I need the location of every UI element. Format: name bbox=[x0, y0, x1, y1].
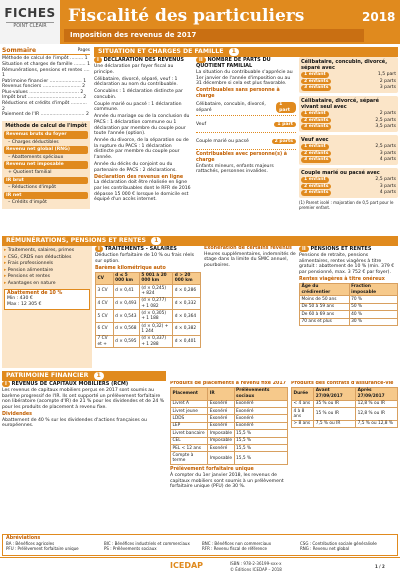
abattement-min: Min : 430 € bbox=[7, 296, 33, 302]
av-cell: 15 % ou IR bbox=[314, 407, 356, 420]
produits-cell: Livret A bbox=[171, 400, 208, 407]
method-detail: + Quotient familial bbox=[8, 169, 52, 175]
dividendes-label: Dividendes bbox=[2, 411, 33, 417]
traitements-column bbox=[95, 246, 201, 368]
method-steps bbox=[4, 131, 88, 206]
av-head-cell: Durée bbox=[292, 387, 314, 400]
rvto-row bbox=[300, 311, 398, 318]
produits-row bbox=[171, 415, 288, 422]
remu-item: ▸ Traitements, salaires, primes bbox=[4, 248, 90, 254]
enfant-label: 2 enfants bbox=[301, 118, 331, 124]
produits-cell: PEL < 12 ans bbox=[171, 445, 208, 452]
produits-row bbox=[171, 430, 288, 437]
quotient-line bbox=[301, 151, 396, 157]
quotient-parts: 4 parts bbox=[379, 190, 396, 196]
abbreviation-item: CSG : Contribution sociale généralisée bbox=[300, 540, 377, 546]
quotient-line bbox=[301, 79, 396, 85]
bareme-table bbox=[95, 272, 201, 349]
declaration-case: Concubins : 1 déclaration distincte par concubin. bbox=[94, 89, 183, 100]
quotient-line bbox=[301, 144, 396, 150]
rvto-row bbox=[300, 296, 398, 303]
enfant-label: 3 enfants bbox=[301, 85, 331, 91]
abbreviation-item: BA : Bénéfices agricoles bbox=[6, 540, 55, 546]
parts-row bbox=[196, 134, 296, 150]
section-patrimoine-title: PATRIMOINE FINANCIER bbox=[6, 372, 89, 379]
enfant-label: 3 enfants bbox=[301, 190, 331, 196]
bareme-cell: d × 0,493 bbox=[113, 297, 139, 310]
produits-head-cell: Prélèvements sociaux bbox=[234, 387, 287, 400]
remu-item: ▸ Frais professionnels bbox=[4, 261, 90, 267]
method-box bbox=[2, 121, 90, 209]
produits-row bbox=[171, 422, 288, 429]
produits-head-cell: Placement bbox=[171, 387, 208, 400]
bareme-title: Barème kilométrique auto bbox=[95, 265, 166, 271]
av-table bbox=[291, 387, 398, 428]
rvto-cell: De 60 à 69 ans bbox=[300, 311, 350, 318]
bareme-row bbox=[96, 335, 201, 348]
bareme-cell: d × 0,364 bbox=[173, 310, 201, 323]
section-remunerations-title: RÉMUNÉRATIONS, PENSIONS ET RENTES bbox=[6, 237, 146, 244]
quotient-parts: 4 parts bbox=[379, 157, 396, 163]
produits-cell: Exonéré bbox=[234, 400, 287, 407]
rvto-row bbox=[300, 303, 398, 310]
remu-left-panel bbox=[2, 246, 92, 368]
av-head-cell: Après 27/09/2017 bbox=[356, 387, 398, 400]
declaration-title: DÉCLARATION DES REVENUS bbox=[103, 57, 184, 63]
quotient-column bbox=[299, 57, 398, 227]
quotient-parts: 3 parts bbox=[379, 150, 396, 156]
produits-cell: Imposable bbox=[208, 452, 234, 465]
produits-cell: Exonéré bbox=[234, 407, 287, 414]
year-badge: 2018 bbox=[362, 10, 396, 24]
quotient-parts: 2,5 parts bbox=[375, 176, 396, 182]
sommaire-item: Revenus fonciers .......................... 2 bbox=[2, 84, 86, 90]
produits-cell: CEL bbox=[171, 437, 208, 444]
bareme-row bbox=[96, 323, 201, 336]
enfant-label: 1 enfant bbox=[301, 111, 329, 117]
roman-i-pat: I bbox=[2, 381, 10, 387]
produits-row bbox=[171, 445, 288, 452]
bareme-cell: d × 0,41 bbox=[113, 285, 139, 298]
av-row bbox=[292, 420, 398, 427]
enfant-label: 1 enfant bbox=[301, 177, 329, 183]
bareme-row bbox=[96, 285, 201, 298]
enfant-label: 2 enfants bbox=[301, 184, 331, 190]
quotient-block bbox=[299, 168, 398, 198]
abbreviation-item: PFU : Prélèvement forfaitaire unique bbox=[6, 545, 79, 551]
publisher-logo: ICEDAP bbox=[170, 561, 204, 570]
abbreviations-title: Abréviations bbox=[6, 536, 41, 541]
quotient-line bbox=[301, 124, 396, 130]
sommaire-panel bbox=[2, 47, 90, 247]
bareme-cell: d × 0,286 bbox=[173, 285, 201, 298]
abattement-label: Abattement de 10 % bbox=[7, 290, 63, 296]
quotient-parts: 3 parts bbox=[379, 183, 396, 189]
av-cell: > 8 ans bbox=[292, 420, 314, 427]
section-situation-header bbox=[94, 47, 398, 57]
produits-cell: Exonéré bbox=[208, 407, 234, 414]
quotient-line bbox=[301, 72, 396, 78]
abbreviations-box bbox=[2, 534, 398, 556]
rvto-cell: De 50 à 59 ans bbox=[300, 303, 350, 310]
quotient-line bbox=[301, 118, 396, 124]
dividendes-text: Abattement de 40 % sur les dividendes d'actions françaises ou européennes. bbox=[2, 417, 147, 429]
rvto-cell: Âge du crédirentier bbox=[300, 283, 350, 296]
method-detail: – Charges déductibles bbox=[8, 139, 59, 145]
produits-row bbox=[171, 407, 288, 414]
bareme-head-cell: d ≤ 5 000 km bbox=[113, 272, 139, 285]
quotient-parts: 1,5 part bbox=[377, 72, 396, 78]
bareme-cell: d × 0,595 bbox=[113, 335, 139, 348]
abbreviation-item: PS : Prélèvements sociaux bbox=[104, 545, 157, 551]
charges-note: Enfants mineurs, enfants majeurs rattachés, personnes invalides. bbox=[196, 163, 274, 175]
bareme-cell: 5 CV bbox=[96, 310, 114, 323]
roman-i-remu: I bbox=[95, 246, 103, 252]
traitements-title: TRAITEMENTS - SALAIRES bbox=[104, 246, 177, 252]
abattement-box bbox=[4, 289, 90, 310]
rvto-cell: Moins de 50 ans bbox=[300, 296, 350, 303]
bareme-head-cell: d > 20 000 km bbox=[173, 272, 201, 285]
bareme-cell: (d × 0,305) + 1 188 bbox=[139, 310, 172, 323]
produits-row bbox=[171, 437, 288, 444]
produits-cell: LEP bbox=[171, 422, 208, 429]
quotient-line bbox=[301, 85, 396, 91]
produits-cell: Compte à terme bbox=[171, 452, 208, 465]
quotient-block bbox=[299, 57, 398, 93]
sommaire-item: Paiement de l'IR .............................. 2 bbox=[2, 112, 89, 118]
remu-item: ▸ CSG, CRDS non déductibles bbox=[4, 255, 90, 261]
produits-cell: Exonéré bbox=[208, 422, 234, 429]
produits-cell: Livret jeune bbox=[171, 407, 208, 414]
abattement-max: Max : 12 305 € bbox=[7, 302, 42, 307]
declaration-case: Année du mariage ou de la conclusion du PACS : 1 déclaration commune ou 1 déclaration par membre du couple pour toute l'année (option). bbox=[94, 114, 190, 137]
bareme-row bbox=[96, 297, 201, 310]
av-cell: 35 % ou IR bbox=[314, 400, 356, 407]
av-cell: 12,8 % ou IR bbox=[356, 400, 398, 407]
quotient-parts: 2,5 parts bbox=[375, 117, 396, 123]
quotient-line bbox=[301, 184, 396, 190]
exoneration-title: Exonération de certains revenus bbox=[204, 246, 292, 251]
av-title: Produits des contrats d'assurance-vie bbox=[291, 381, 394, 386]
produits-cell: Livret bancaire bbox=[171, 430, 208, 437]
section-situation-badge: 1 bbox=[229, 48, 239, 56]
quotient-line bbox=[301, 177, 396, 183]
av-cell: 4 à 8 ans bbox=[292, 407, 314, 420]
parts-value: 1 part bbox=[276, 102, 296, 113]
footer-copyright: © Éditions ICEDAP – 2018 bbox=[230, 567, 282, 572]
pensions-title: PENSIONS ET RENTES bbox=[310, 246, 372, 252]
declaration-case: Année du décès du conjoint ou du partenaire de PACS : 2 déclarations. bbox=[94, 161, 177, 173]
sommaire-item: Patrimoine financier ...................... 1 bbox=[2, 78, 87, 84]
quotient-parts: 2 parts bbox=[379, 78, 396, 84]
produits-cell: Exonéré bbox=[234, 422, 287, 429]
produits-head-cell: IR bbox=[208, 387, 234, 400]
exoneration-column bbox=[204, 246, 296, 368]
bareme-cell: 6 CV bbox=[96, 323, 114, 336]
produits-table bbox=[170, 387, 288, 465]
method-step: Revenu net global (RNG) bbox=[4, 146, 88, 154]
quotient-parts: 3 parts bbox=[379, 85, 396, 91]
rvto-cell: 40 % bbox=[349, 311, 397, 318]
section-remunerations-badge: 1 bbox=[151, 237, 161, 245]
section-patrimoine-header bbox=[2, 371, 166, 381]
av-cell: 7,5 % ou 12,8 % bbox=[356, 420, 398, 427]
parts-column bbox=[196, 57, 296, 227]
section-patrimoine-badge: 1 bbox=[94, 372, 104, 380]
bareme-cell: (d × 0,277) + 1 082 bbox=[139, 297, 172, 310]
enfant-label: 3 enfants bbox=[301, 157, 331, 163]
av-row bbox=[292, 400, 398, 407]
produits-row bbox=[171, 400, 288, 407]
bareme-cell: 4 CV bbox=[96, 297, 114, 310]
method-detail: – Abattements spéciaux bbox=[8, 154, 64, 160]
method-step: Revenus bruts du foyer bbox=[4, 131, 88, 139]
method-detail: – Réductions d'impôt bbox=[8, 185, 57, 191]
enfant-label: 2 enfants bbox=[301, 79, 331, 85]
quotient-situation: Célibataire, divorcé, séparé vivant seul avec bbox=[301, 97, 380, 111]
quotient-situation: Couple marié ou pacsé avec bbox=[301, 169, 380, 176]
abbreviation-item: BIC : Bénéfices industriels et commerciaux bbox=[104, 540, 190, 546]
footer-isbn: ISBN : 978-2-36199-xxx-x bbox=[230, 561, 282, 566]
section-situation-title: SITUATION ET CHARGES DE FAMILLE bbox=[98, 48, 224, 55]
produits-cell: 15,5 % bbox=[234, 445, 287, 452]
sommaire-item: Rémunérations, pensions et rentes .... 1 bbox=[2, 67, 90, 79]
bareme-cell: (d × 0,32) + 1 244 bbox=[139, 323, 172, 336]
pensions-column bbox=[299, 246, 398, 368]
remu-item: ▸ Avantages en nature bbox=[4, 281, 90, 287]
bareme-cell: (d × 0,245) + 824 bbox=[139, 285, 172, 298]
method-step: Revenu net imposable bbox=[4, 161, 88, 169]
sommaire-item: Impôt brut ..................................... 2 bbox=[2, 95, 87, 101]
brand-line2: POINT CLEAIR bbox=[6, 22, 54, 30]
av-cell: < 4 ans bbox=[292, 400, 314, 407]
parts-rows bbox=[196, 100, 296, 150]
method-detail: – Crédits d'impôt bbox=[8, 200, 47, 206]
produits-cell: LDDS bbox=[171, 415, 208, 422]
rcm-text: Les revenus de capitaux mobiliers perçus en 2017 sont soumis au barème progressif de l'IR. Ils ont supporté un prélèvement forfaitaire non libératoire (acompte d'IR) de 21 % pour les dividendes et de 24 % pour les produits de placement à revenu fixe. bbox=[2, 388, 165, 410]
parts-row bbox=[196, 117, 296, 133]
sommaire-list bbox=[2, 56, 90, 118]
bareme-head-cell: 5 001 à 20 000 km bbox=[139, 272, 172, 285]
rvto-cell: 70 ans et plus bbox=[300, 318, 350, 325]
bareme-cell: d × 0,382 bbox=[173, 323, 201, 336]
sommaire-item: Méthode de calcul de l'impôt ......... 1 bbox=[2, 56, 88, 62]
remu-item: ▸ Pensions et rentes bbox=[4, 274, 90, 280]
parts-row bbox=[196, 100, 296, 116]
parts-value: 2 parts bbox=[272, 139, 296, 145]
produits-column bbox=[170, 381, 288, 531]
roman-i: I bbox=[94, 57, 102, 63]
av-cell: 12,8 % ou IR bbox=[356, 407, 398, 420]
pensions-text: Pensions de retraite, pensions alimentaires, rentes viagères à titre gratuit : abattement de 10 % (min. 379 € par pensionné, max. 3 752 € par foyer). bbox=[299, 253, 395, 275]
produits-cell: Exonéré bbox=[208, 400, 234, 407]
exoneration-text: Heures supplémentaires, indemnités de stage dans la limite du SMIC annuel, pourboires. bbox=[204, 251, 296, 269]
declaration-case: Célibataire, divorcé, séparé, veuf : 1 déclaration au nom du contribuable. bbox=[94, 76, 178, 88]
rvto-cell: 70 % bbox=[349, 296, 397, 303]
rcm-column bbox=[2, 381, 166, 531]
roman-ii: II bbox=[196, 57, 206, 63]
produits-title: Produits de placements à revenu fixe 2017 bbox=[170, 381, 287, 386]
bareme-cell: d × 0,401 bbox=[173, 335, 201, 348]
section-remunerations-header bbox=[2, 236, 398, 246]
enfant-label: 3 enfants bbox=[301, 124, 331, 130]
produits-cell: 15,5 % bbox=[234, 430, 287, 437]
abbreviation-item: RFR : Revenu fiscal de référence bbox=[202, 545, 267, 551]
declaration-column bbox=[94, 57, 192, 227]
sommaire-pages-label: Pages bbox=[77, 47, 90, 52]
rvto-cell: Fraction imposable bbox=[349, 283, 397, 296]
abbreviation-item: RNG : Revenu net global bbox=[300, 545, 350, 551]
method-title: Méthode de calcul de l'impôt bbox=[5, 122, 87, 129]
bareme-cell: d × 0,332 bbox=[173, 297, 201, 310]
rvto-cell: 30 % bbox=[349, 318, 397, 325]
page-subtitle: Imposition des revenus de 2017 bbox=[64, 29, 364, 42]
av-cell: 7,5 % ou IR bbox=[314, 420, 356, 427]
bareme-cell: d × 0,543 bbox=[113, 310, 139, 323]
produits-row bbox=[171, 452, 288, 465]
declaration-case: Couple marié ou pacsé : 1 déclaration commune. bbox=[94, 101, 182, 113]
declaration-intro: Une déclaration par foyer fiscal au principe. bbox=[94, 64, 174, 75]
page-footer bbox=[0, 557, 400, 577]
quotient-parts: 3,5 parts bbox=[375, 124, 396, 130]
produits-cell: Imposable bbox=[209, 438, 233, 444]
quotient-rows bbox=[299, 57, 398, 198]
sommaire-item: Situation et charges de famille ........ 1 bbox=[2, 61, 91, 67]
quotient-block bbox=[299, 96, 398, 132]
av-head-cell: Avant 27/09/2017 bbox=[314, 387, 356, 400]
enfant-label: 1 enfant bbox=[301, 144, 329, 150]
page-title: Fiscalité des particuliers bbox=[68, 6, 305, 26]
produits-cell: Imposable bbox=[209, 430, 233, 436]
remu-left-list bbox=[4, 248, 90, 287]
rvto-table bbox=[299, 283, 398, 326]
enfant-label: 1 enfant bbox=[301, 72, 329, 78]
bareme-cell: 7 CV et + bbox=[96, 335, 114, 348]
brand-logo bbox=[0, 0, 60, 44]
declaration-cases bbox=[94, 77, 192, 173]
quotient-situation: Veuf avec bbox=[301, 136, 329, 143]
bareme-cell: d × 0,568 bbox=[113, 323, 139, 336]
enfant-label: 2 enfants bbox=[301, 151, 331, 157]
abbreviation-item: BNC : Bénéfices non commerciaux bbox=[202, 540, 272, 546]
declaration-case: Année du divorce, de la séparation ou de la rupture du PACS : 1 déclaration distincte par membre du couple pour l'année. bbox=[94, 138, 189, 160]
footer-page: 1 / 2 bbox=[375, 564, 385, 569]
rvto-cell: 50 % bbox=[349, 303, 397, 310]
remu-item: ▸ Pension alimentaire bbox=[4, 268, 90, 274]
rvto-row bbox=[300, 318, 398, 325]
parts-intro: La situation du contribuable s'apprécie au 1er janvier de l'année d'imposition ou au 31 décembre si cela est plus favorable. bbox=[196, 70, 293, 87]
parts-title: NOMBRE DE PARTS DU QUOTIENT FAMILIAL bbox=[196, 57, 271, 70]
pfu-title: Prélèvement forfaitaire unique bbox=[170, 467, 254, 473]
sommaire-item: Plus-values .................................. 2 bbox=[2, 89, 84, 95]
pfu-text: À compter du 1er janvier 2018, les revenus de capitaux mobiliers sont soumis à un prélèvement forfaitaire unique (PFU) de 30 %. bbox=[170, 472, 284, 490]
rvto-title: Rentes viagères à titre onéreux bbox=[299, 276, 385, 282]
method-step: IR net bbox=[4, 192, 88, 200]
abbreviations-list bbox=[6, 542, 394, 552]
av-row bbox=[292, 407, 398, 420]
produits-cell: Exonéré bbox=[208, 445, 234, 452]
produits-cell: Exonéré bbox=[234, 415, 287, 422]
quotient-situation: Célibataire, concubin, divorcé, séparé avec bbox=[301, 59, 388, 72]
quotient-line bbox=[301, 111, 396, 117]
declaration-online-text: La déclaration doit être réalisée en ligne par les contribuables dont le RFR de 2016 dépasse 15 000 € lorsque le domicile est équipé d'un accès internet. bbox=[94, 180, 191, 203]
bareme-cell: (d × 0,337) + 1 288 bbox=[139, 335, 172, 348]
bareme-cell: 3 CV bbox=[96, 285, 114, 298]
roman-ii-remu: II bbox=[299, 246, 309, 252]
sommaire-title: Sommaire bbox=[2, 47, 37, 54]
charges-title-avec: Contribuables avec personne(s) à charge bbox=[196, 152, 288, 163]
parts-case: Célibataire, concubin, divorcé, séparé bbox=[196, 101, 266, 113]
rvto-row bbox=[300, 283, 398, 296]
parts-case: Veuf bbox=[196, 121, 207, 127]
declaration-online-title: Déclaration des revenus en ligne bbox=[94, 174, 184, 180]
quotient-line bbox=[301, 157, 396, 163]
produits-cell: 15,5 % bbox=[234, 452, 287, 465]
bareme-head-cell: CV bbox=[96, 272, 114, 285]
parts-value: 1 part bbox=[274, 122, 296, 128]
quotient-footnote: (1) Parent isolé : majoration de 0,5 part pour le premier enfant. bbox=[299, 199, 394, 210]
produits-cell: 15,5 % bbox=[234, 437, 287, 444]
quotient-parts: 2,5 parts bbox=[375, 144, 396, 150]
deduction-note: Déduction forfaitaire de 10 % ou frais réels sur option. bbox=[95, 253, 195, 264]
quotient-line bbox=[301, 190, 396, 196]
quotient-parts: 2 parts bbox=[379, 111, 396, 117]
assurance-vie-column bbox=[291, 381, 398, 531]
produits-cell: Exonéré bbox=[208, 415, 234, 422]
rcm-title: REVENUS DE CAPITAUX MOBILIERS (RCM) bbox=[11, 381, 129, 387]
bareme-row bbox=[96, 310, 201, 323]
sommaire-item: Réductions et crédits d'impôt ........... 2 bbox=[2, 101, 87, 112]
parts-case: Couple marié ou pacsé bbox=[196, 138, 249, 144]
quotient-block bbox=[299, 135, 398, 165]
brand-line1: FICHES bbox=[4, 6, 56, 20]
method-step: IR brut bbox=[4, 177, 88, 185]
charges-title-sans: Contribuables sans personne à charge bbox=[196, 88, 280, 100]
